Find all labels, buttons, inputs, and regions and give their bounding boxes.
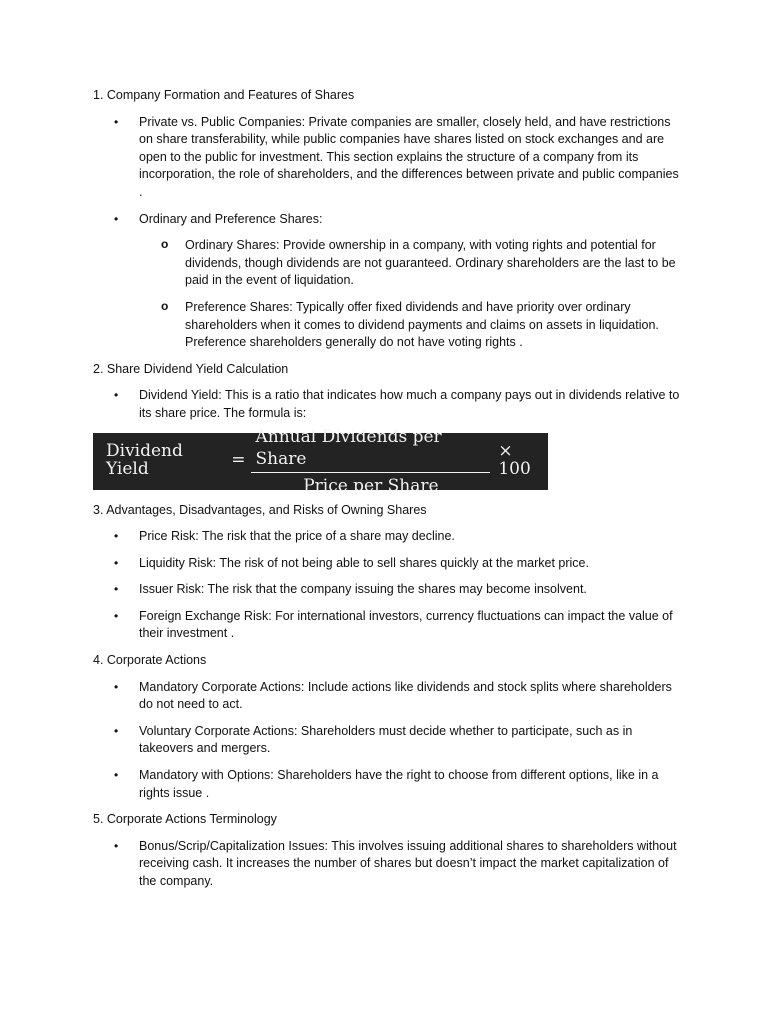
bullet-icon: • (114, 679, 119, 694)
formula-fraction (251, 426, 490, 497)
list-item (93, 211, 683, 229)
list-item-text: Price Risk: The risk that the price of a share may decline. (139, 529, 455, 544)
sub-list-item (93, 299, 683, 352)
list-item-text: Mandatory Corporate Actions: Include actions like dividends and stock splits where shareholders do not need to act. (139, 679, 672, 712)
list-item (93, 555, 683, 573)
bullet-icon: • (114, 114, 119, 129)
bullet-icon: • (114, 211, 119, 226)
sub-list-item-text: Preference Shares: Typically offer fixed dividends and have priority over ordinary shareholders when it comes to dividend payments and claims on assets in liquidation. Preference shareholders generally do not have voting rights . (185, 299, 659, 350)
list-item (93, 528, 683, 546)
list-item (93, 723, 683, 758)
list-item-text: Private vs. Public Companies: Private companies are smaller, closely held, and have restrictions on share transferability, while public companies have shares listed on stock exchanges and are open to the public for investment. This section explains the structure of a company from its incorporation, the role of shareholders, and the differences between private and public companies . (139, 114, 679, 199)
list-item (93, 114, 683, 202)
list-item-text: Voluntary Corporate Actions: Shareholders must decide whether to participate, such as in takeovers and mergers. (139, 723, 633, 756)
bullet-icon: • (114, 838, 119, 853)
section-heading: 2. Share Dividend Yield Calculation (93, 361, 289, 376)
list-item (93, 387, 683, 422)
section-heading: 3. Advantages, Disadvantages, and Risks of Owning Shares (93, 502, 427, 517)
bullet-list (93, 838, 683, 891)
section-heading: 4. Corporate Actions (93, 653, 207, 668)
bullet-icon: • (114, 768, 119, 783)
list-item (93, 767, 683, 802)
list-item-text: Dividend Yield: This is a ratio that indicates how much a company pays out in dividends relative to its share price. The formula is: (139, 388, 680, 420)
list-item (93, 838, 683, 891)
bullet-list (93, 679, 683, 803)
bullet-icon: • (114, 555, 119, 570)
list-item-text: Foreign Exchange Risk: For international investors, currency fluctuations can impact the value of their investment . (139, 608, 673, 641)
list-item (93, 581, 683, 599)
section-heading: 5. Corporate Actions Terminology (93, 812, 277, 827)
formula-lhs: Dividend Yield (106, 441, 183, 479)
sub-bullet-icon: o (161, 298, 169, 313)
formula-multiplier: × 100 (498, 441, 531, 479)
bullet-icon: • (114, 608, 119, 623)
list-item-text: Ordinary and Preference Shares: (139, 211, 323, 226)
list-item-text: Liquidity Risk: The risk of not being able to sell shares quickly at the market price. (139, 555, 589, 570)
sub-bullet-list (93, 237, 683, 352)
bullet-list (93, 528, 683, 643)
bullet-icon: • (114, 529, 119, 544)
list-item (93, 679, 683, 714)
list-item-text: Issuer Risk: The risk that the company issuing the shares may become insolvent. (139, 582, 587, 597)
list-item-text: Bonus/Scrip/Capitalization Issues: This involves issuing additional shares to shareholders without receiving cash. It increases the number of shares but doesn’t impact the market capitalization of the company. (139, 838, 677, 888)
list-item-text: Mandatory with Options: Shareholders have the right to choose from different options, like in a rights issue . (139, 768, 659, 800)
formula-numerator: Annual Dividends per Share (251, 426, 490, 473)
bullet-icon: • (114, 388, 119, 403)
sub-list-item (93, 237, 683, 290)
bullet-list (93, 114, 683, 229)
bullet-icon: • (114, 723, 119, 738)
dividend-yield-formula (93, 426, 548, 496)
section-heading: 1. Company Formation and Features of Shares (93, 88, 355, 102)
bullet-list (93, 387, 683, 422)
list-item (93, 608, 683, 643)
document-content (93, 87, 683, 900)
sub-bullet-icon: o (161, 237, 169, 252)
sub-list-item-text: Ordinary Shares: Provide ownership in a company, with voting rights and potential for dividends, though dividends are not guaranteed. Ordinary shareholders are the last to be paid in the event of liquidation. (185, 238, 676, 288)
formula-denominator: Price per Share (303, 475, 439, 496)
formula-equals: = (231, 450, 246, 471)
bullet-icon: • (114, 582, 119, 597)
